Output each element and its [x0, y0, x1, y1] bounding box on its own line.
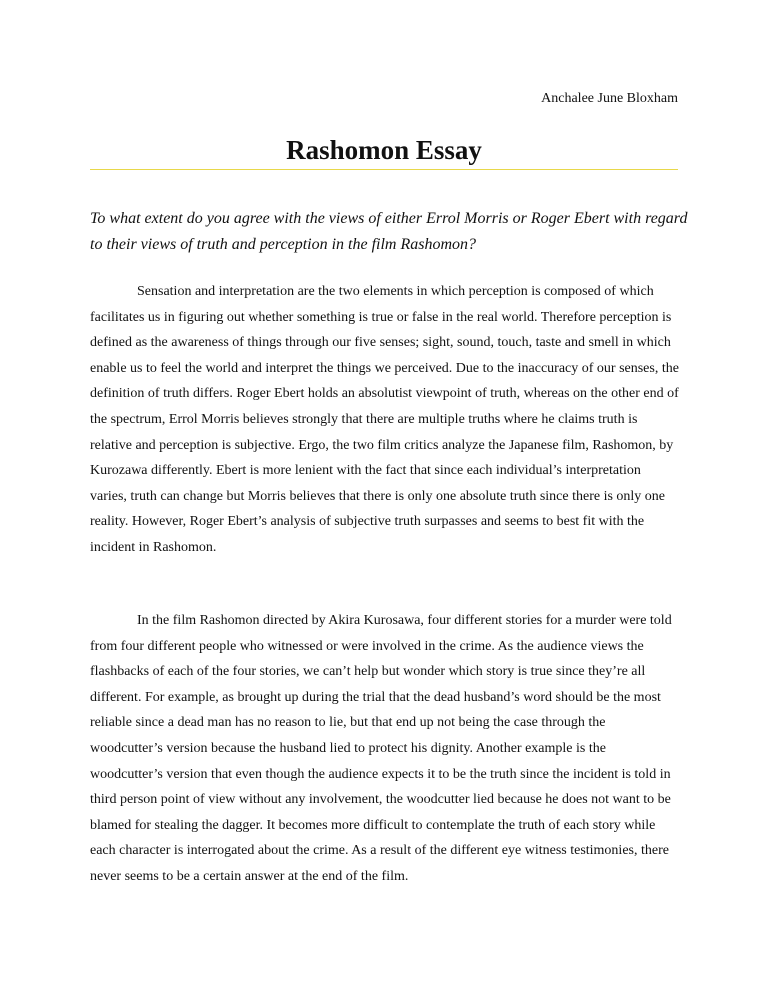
title-underline-divider [90, 169, 678, 170]
body-paragraph-2: In the film Rashomon directed by Akira Kurosawa, four different stories for a murder were told from four different people who witnessed or were involved in the crime. As the audience views the flashbacks of each of the four stories, we can’t help but wonder which story is true since they’re all different. For example, as brought up during the trial that the dead husband’s word should be the most reliable since a dead man has no reason to lie, but that end up not being the case through the woodcutter’s version because the husband lied to protect his dignity. Another example is the woodcutter’s version that even though the audience expects it to be the truth since the incident is told in third person point of view without any involvement, the woodcutter lied because he does not want to be blamed for stealing the dagger. It becomes more difficult to contemplate the truth of each story while each character is interrogated about the crime. As a result of the different eye witness testimonies, there never seems to be a certain answer at the end of the film. [90, 613, 672, 884]
essay-title: Rashomon Essay [286, 135, 482, 165]
essay-prompt-question: To what extent do you agree with the views of either Errol Morris or Roger Ebert with regard to their views of truth and perception in the film Rashomon? [90, 210, 688, 253]
body-paragraph-1: Sensation and interpretation are the two elements in which perception is composed of which facilitates us in figuring out whether something is true or false in the real world. Therefore perception is defined as the awareness of things through our five senses; sight, sound, touch, taste and smell in which enable us to feel the world and interpret the things we perceived. Due to the inaccuracy of our senses, the definition of truth differs. Roger Ebert holds an absolutist viewpoint of truth, whereas on the other end of the spectrum, Errol Morris believes strongly that there are multiple truths where he claims truth is relative and perception is subjective. Ergo, the two film critics analyze the Japanese film, Rashomon, by Kurozawa differently. Ebert is more lenient with the fact that since each individual’s interpretation varies, truth can change but Morris believes that there is only one absolute truth since there is only one reality. However, Roger Ebert’s analysis of subjective truth surpasses and seems to best fit with the incident in Rashomon. [90, 284, 679, 555]
author-name: Anchalee June Bloxham [541, 91, 678, 106]
